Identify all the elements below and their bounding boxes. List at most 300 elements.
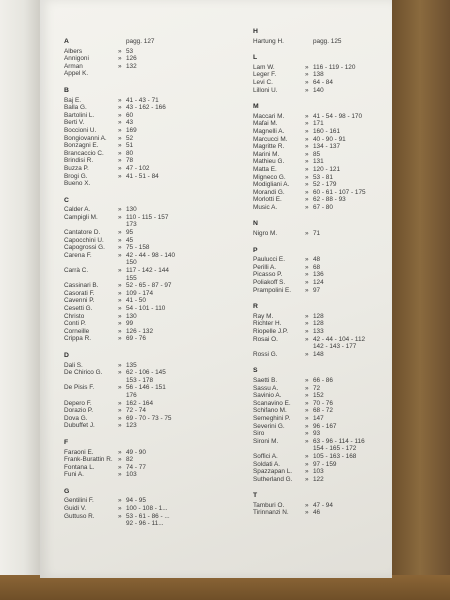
bullet-marker: » — [305, 263, 309, 271]
artist-name: Brancaccio C. — [64, 149, 104, 157]
page-numbers-continued: 154 - 165 - 172 — [313, 445, 357, 453]
artist-name: Arman — [64, 62, 83, 70]
artist-name: Guidi V. — [64, 505, 87, 513]
artist-name: Mafai M. — [253, 120, 278, 128]
index-entry — [64, 497, 224, 505]
bullet-marker: » — [118, 164, 122, 172]
artist-name: De Pisis F. — [64, 384, 95, 392]
index-entry — [64, 180, 224, 188]
artist-name: Sassu A. — [253, 384, 279, 392]
artist-name: Campigli M. — [64, 213, 98, 221]
section-letter: F — [64, 438, 69, 446]
artist-name: Music A. — [253, 203, 278, 211]
bullet-marker: » — [118, 407, 122, 415]
page-numbers: 69 - 76 — [126, 335, 146, 343]
artist-name: Dubuffet J. — [64, 422, 95, 430]
section-letter: P — [253, 246, 258, 254]
bullet-marker: » — [305, 460, 309, 468]
artist-name: De Chirico G. — [64, 369, 103, 377]
index-section-n — [253, 220, 388, 237]
artist-name: Severini G. — [253, 422, 285, 430]
artist-name: Tamburi O. — [253, 501, 285, 509]
artist-name: Cantatore D. — [64, 229, 101, 237]
page-numbers: 100 - 108 - 1... — [126, 505, 168, 513]
bullet-marker: » — [118, 456, 122, 464]
index-section-b — [64, 87, 224, 188]
artist-name: Maccari M. — [253, 112, 285, 120]
page-numbers: 116 - 119 - 120 — [313, 63, 356, 71]
artist-name: Magnelli A. — [253, 127, 285, 135]
page-numbers: 130 — [126, 206, 137, 214]
bullet-marker: » — [118, 206, 122, 214]
bullet-marker: » — [118, 320, 122, 328]
page-numbers: 74 - 77 — [126, 463, 146, 471]
page-numbers: 66 - 86 — [313, 376, 333, 384]
bullet-marker: » — [305, 271, 309, 279]
bullet-marker: » — [305, 256, 309, 264]
artist-name: Schifano M. — [253, 407, 287, 415]
bullet-marker: » — [305, 86, 309, 94]
index-section-r — [253, 303, 388, 358]
index-entry — [253, 423, 388, 431]
bullet-marker: » — [118, 463, 122, 471]
index-entry — [64, 150, 224, 158]
index-entry — [64, 157, 224, 165]
artist-name: Appel K. — [64, 70, 89, 78]
page-numbers: 120 - 121 — [313, 165, 341, 173]
page-numbers: 138 — [313, 71, 324, 79]
bullet-marker: » — [118, 244, 122, 252]
index-entry — [253, 385, 388, 393]
page-numbers: 53 - 81 — [313, 173, 333, 181]
artist-name: Bueno X. — [64, 180, 91, 188]
bullet-marker: » — [305, 320, 309, 328]
bullet-marker: » — [118, 111, 122, 119]
bullet-marker: » — [118, 384, 122, 392]
index-entry — [64, 464, 224, 472]
page-numbers: 41 - 51 - 84 — [126, 172, 159, 180]
bullet-marker: » — [305, 188, 309, 196]
artist-name: Richter H. — [253, 320, 282, 328]
index-entry — [253, 158, 388, 166]
page-numbers: 41 - 43 - 71 — [126, 96, 159, 104]
bullet-marker: » — [118, 471, 122, 479]
bullet-marker: » — [305, 181, 309, 189]
page-numbers: 70 - 76 — [313, 399, 333, 407]
index-entry — [253, 502, 388, 510]
bullet-marker: » — [118, 505, 122, 513]
bullet-marker — [118, 70, 126, 78]
index-entry — [64, 282, 224, 290]
artist-name: Rosai O. — [253, 335, 278, 343]
index-section-p — [253, 247, 388, 295]
artist-name: Matta E. — [253, 165, 277, 173]
section-letter: T — [253, 492, 258, 500]
page-numbers: pagg. 125 — [313, 37, 342, 45]
index-entry — [64, 335, 224, 343]
bullet-marker: » — [118, 448, 122, 456]
index-entry — [64, 48, 224, 56]
section-letter: R — [253, 303, 258, 311]
bullet-marker: » — [305, 392, 309, 400]
wooden-table-surface — [390, 0, 450, 600]
page-numbers: 99 — [126, 320, 134, 328]
index-entry — [253, 407, 388, 415]
artist-name: Buzza P. — [64, 164, 89, 172]
index-entry — [64, 97, 224, 105]
index-entry — [253, 204, 388, 212]
artist-name: Dorazio P. — [64, 407, 94, 415]
page-numbers: 117 - 142 - 144 — [126, 267, 169, 275]
page-numbers: 42 - 44 - 104 - 112 — [313, 335, 366, 343]
index-entry — [253, 128, 388, 136]
artist-name: Dova G. — [64, 414, 88, 422]
page-numbers: 41 - 50 — [126, 297, 146, 305]
bullet-marker: » — [305, 173, 309, 181]
index-entry — [64, 244, 224, 252]
bullet-marker: » — [118, 236, 122, 244]
bullet-marker: » — [305, 407, 309, 415]
artist-name: Dali S. — [64, 361, 83, 369]
page-numbers: 53 — [126, 47, 134, 55]
bullet-marker — [118, 180, 126, 188]
artist-name: Carrà C. — [64, 267, 89, 275]
page-numbers: 126 - 132 — [126, 327, 154, 335]
index-entry — [64, 362, 224, 370]
page-numbers: 134 - 137 — [313, 143, 341, 151]
index-section-h — [253, 28, 388, 45]
page-numbers: 72 — [313, 384, 321, 392]
section-letter: H — [253, 28, 258, 35]
artist-name: Semeghini P. — [253, 414, 291, 422]
index-entry — [253, 71, 388, 79]
section-letter: M — [253, 103, 259, 111]
artist-name: Riopelle J.P. — [253, 328, 289, 335]
artist-name: Morlotti E. — [253, 196, 282, 204]
index-entry — [253, 113, 388, 121]
index-entry — [253, 256, 388, 264]
page-numbers: 128 — [313, 312, 324, 320]
artist-name: Mathieu G. — [253, 158, 285, 166]
artist-name: Soffici A. — [253, 452, 278, 460]
bullet-marker: » — [118, 55, 122, 63]
page-numbers: 60 - 61 - 107 - 175 — [313, 188, 366, 196]
artist-name: Soldati A. — [253, 460, 281, 468]
page-numbers: 123 — [126, 422, 137, 430]
index-entry — [253, 264, 388, 272]
index-entry — [64, 127, 224, 135]
index-entry — [253, 79, 388, 87]
page-numbers: 40 - 90 - 91 — [313, 135, 346, 143]
page-numbers: 152 — [313, 392, 324, 400]
page-numbers: 128 — [313, 320, 324, 328]
page-numbers: 52 - 65 - 87 - 97 — [126, 282, 172, 290]
index-entry — [253, 174, 388, 182]
artist-name: Frank-Burattin R. — [64, 456, 113, 464]
artist-name: Bartolini L. — [64, 111, 95, 119]
artist-name: Savinio A. — [253, 392, 282, 400]
bullet-marker: » — [305, 399, 309, 407]
bullet-marker: » — [118, 312, 122, 320]
index-entry — [253, 271, 388, 279]
page-numbers: 56 - 146 - 151 — [126, 384, 166, 392]
bullet-marker: » — [305, 430, 309, 438]
page-numbers: 103 — [126, 471, 137, 479]
index-entry — [64, 328, 224, 336]
page-numbers: 109 - 174 — [126, 289, 154, 297]
bullet-marker: » — [305, 165, 309, 173]
bullet-marker: » — [118, 126, 122, 134]
artist-name: Calder A. — [64, 206, 91, 214]
index-entry — [253, 328, 388, 336]
page-numbers: 124 — [313, 279, 324, 287]
section-header-pages: pagg. 127 — [126, 38, 155, 45]
bullet-marker: » — [118, 497, 122, 505]
bullet-marker: » — [305, 196, 309, 204]
index-section-d — [64, 352, 224, 430]
page-numbers: 97 - 159 — [313, 460, 337, 468]
page-numbers: 63 - 96 - 114 - 116 — [313, 437, 365, 445]
artist-name: Perilli A. — [253, 263, 277, 271]
index-entry — [64, 104, 224, 112]
page-numbers: 122 — [313, 475, 324, 483]
index-entry — [253, 189, 388, 197]
artist-name: Prampolini E. — [253, 286, 292, 294]
artist-name: Marcucci M. — [253, 135, 288, 143]
index-entry — [64, 297, 224, 305]
artist-name: Gentilini F. — [64, 497, 94, 505]
index-entry — [253, 415, 388, 423]
bullet-marker: » — [118, 414, 122, 422]
artist-name: Magritte R. — [253, 143, 285, 151]
index-entry — [253, 320, 388, 328]
page-numbers: 54 - 101 - 110 — [126, 305, 166, 312]
bullet-marker: » — [305, 71, 309, 79]
artist-name: Boccioni U. — [64, 126, 97, 134]
page-numbers: 51 — [126, 142, 134, 150]
bullet-marker: » — [118, 157, 122, 165]
index-entry — [64, 55, 224, 63]
page-numbers: 96 - 167 — [313, 422, 337, 430]
artist-name: Balla G. — [64, 104, 87, 112]
artist-name: Lilloni U. — [253, 86, 278, 94]
page-numbers: 47 - 102 — [126, 164, 150, 172]
bullet-marker: » — [118, 104, 122, 112]
page-numbers: 43 — [126, 119, 134, 127]
page-numbers: 62 - 88 - 93 — [313, 196, 346, 204]
index-entry — [64, 400, 224, 408]
artist-name: Hartung H. — [253, 37, 284, 45]
index-entry — [64, 407, 224, 415]
wooden-table-edge — [0, 575, 450, 600]
bullet-marker: » — [305, 468, 309, 476]
index-entry — [253, 400, 388, 408]
index-entry — [253, 430, 388, 438]
index-entry — [253, 196, 388, 204]
artist-name: Cavenni P. — [64, 297, 95, 305]
index-entry — [64, 320, 224, 328]
page-numbers: 69 - 70 - 73 - 75 — [126, 414, 172, 422]
bullet-marker: » — [118, 213, 122, 221]
bullet-marker: » — [305, 63, 309, 71]
artist-name: Poliakoff S. — [253, 279, 286, 287]
page-numbers: 49 - 90 — [126, 448, 146, 456]
index-entry — [253, 120, 388, 128]
index-entry — [64, 165, 224, 173]
index-entry — [253, 181, 388, 189]
artist-name: Siro — [253, 430, 265, 438]
page-numbers: 80 — [126, 149, 134, 157]
artist-name: Leger F. — [253, 71, 277, 79]
index-entry — [253, 166, 388, 174]
page-numbers: 47 - 94 — [313, 501, 333, 509]
artist-name: Cesetti G. — [64, 305, 93, 312]
page-numbers: 93 — [313, 430, 321, 438]
index-entry — [64, 142, 224, 150]
index-entry — [253, 151, 388, 159]
bullet-marker: » — [305, 286, 309, 294]
index-entry — [64, 513, 224, 521]
page-numbers-continued: 150 — [126, 259, 137, 267]
index-entry — [64, 384, 224, 392]
bullet-marker: » — [118, 172, 122, 180]
page-numbers: 132 — [126, 62, 137, 70]
index-entry — [253, 87, 388, 95]
page-numbers: 45 — [126, 236, 134, 244]
section-letter: L — [253, 54, 258, 62]
page-numbers: 131 — [313, 158, 324, 166]
page-numbers: 68 - 72 — [313, 407, 333, 415]
bullet-marker: » — [305, 335, 309, 343]
artist-name: Brindisi R. — [64, 157, 94, 165]
index-entry — [64, 237, 224, 245]
page-numbers-continued: 153 - 178 — [126, 376, 154, 384]
index-entry — [253, 476, 388, 484]
bullet-marker: » — [118, 142, 122, 150]
bullet-marker: » — [118, 289, 122, 297]
section-letter: G — [64, 487, 70, 495]
page-numbers: 72 - 74 — [126, 407, 146, 415]
page-numbers: 126 — [126, 55, 137, 63]
bullet-marker: » — [305, 127, 309, 135]
page-numbers: 135 — [126, 361, 137, 369]
page-numbers: 148 — [313, 350, 324, 358]
index-entry — [64, 70, 224, 78]
index-entry — [253, 279, 388, 287]
artist-name: Casorati F. — [64, 289, 95, 297]
artist-name: Scanavino E. — [253, 399, 291, 407]
page-numbers: 162 - 164 — [126, 399, 154, 407]
page-numbers: 48 — [313, 256, 321, 264]
page-numbers: 105 - 163 - 168 — [313, 452, 357, 460]
page-numbers-continued: 142 - 143 - 177 — [313, 343, 357, 351]
page-numbers: 130 — [126, 312, 137, 320]
artist-name: Annigoni — [64, 55, 89, 63]
index-entry — [253, 461, 388, 469]
artist-name: Brogi G. — [64, 172, 88, 180]
bullet-marker: » — [118, 297, 122, 305]
bullet-marker: » — [305, 230, 309, 238]
page-numbers: 53 - 61 - 86 - ... — [126, 512, 170, 520]
page-numbers: 133 — [313, 328, 324, 335]
artist-name: Bonzagni E. — [64, 142, 99, 150]
bullet-marker: » — [305, 384, 309, 392]
index-entry — [64, 173, 224, 181]
page-numbers-continued: 176 — [126, 391, 137, 399]
index-entry — [253, 230, 388, 238]
index-entry — [64, 135, 224, 143]
index-page — [40, 0, 392, 578]
page-numbers: 82 — [126, 456, 134, 464]
artist-name: Modigliani A. — [253, 181, 290, 189]
section-letter: N — [253, 220, 258, 228]
page-numbers-continued: 92 - 96 - 11... — [126, 520, 164, 528]
artist-name: Paulucci E. — [253, 256, 285, 264]
artist-name: Rossi G. — [253, 350, 278, 358]
artist-name: Berti V. — [64, 119, 85, 127]
bullet-marker: » — [118, 149, 122, 157]
artist-name: Sironi M. — [253, 437, 279, 445]
bullet-marker: » — [305, 509, 309, 517]
bullet-marker: » — [118, 134, 122, 142]
artist-name: Christo — [64, 312, 85, 320]
section-letter: S — [253, 367, 258, 375]
index-section-t — [253, 492, 388, 517]
bullet-marker: » — [305, 135, 309, 143]
bullet-marker: » — [118, 399, 122, 407]
index-entry — [64, 313, 224, 321]
index-section-a — [64, 38, 224, 78]
bullet-marker: » — [305, 350, 309, 358]
index-entry — [64, 471, 224, 479]
page-numbers: 169 — [126, 126, 137, 134]
index-section-g — [64, 488, 224, 528]
artist-name: Marini M. — [253, 150, 280, 158]
artist-name: Depero F. — [64, 399, 92, 407]
artist-name: Migneco G. — [253, 173, 286, 181]
index-entry — [64, 119, 224, 127]
bullet-marker — [305, 38, 313, 46]
bullet-marker: » — [305, 143, 309, 151]
page-numbers: 60 — [126, 111, 134, 119]
page-numbers: 160 - 161 — [313, 127, 341, 135]
artist-name: Crippa R. — [64, 335, 91, 343]
bullet-marker: » — [305, 501, 309, 509]
artist-name: Capogrossi G. — [64, 244, 105, 252]
page-numbers-continued: 173 — [126, 221, 137, 229]
index-entry — [64, 369, 224, 377]
index-entry — [253, 351, 388, 359]
page-numbers: 41 - 54 - 98 - 170 — [313, 112, 363, 120]
index-entry — [64, 112, 224, 120]
index-entry — [64, 63, 224, 71]
index-entry — [64, 415, 224, 423]
bullet-marker: » — [118, 335, 122, 343]
artist-name: Lam W. — [253, 63, 275, 71]
bullet-marker: » — [118, 512, 122, 520]
page-numbers: 62 - 106 - 145 — [126, 369, 166, 377]
artist-name: Bongiovanni A. — [64, 134, 107, 142]
index-entry — [64, 449, 224, 457]
index-entry — [64, 267, 224, 275]
index-column-left — [64, 38, 224, 537]
page-numbers-continued: 155 — [126, 274, 137, 282]
page-numbers: 42 - 44 - 98 - 140 — [126, 251, 176, 259]
bullet-marker: » — [118, 267, 122, 275]
index-entry — [253, 377, 388, 385]
bullet-marker: » — [118, 119, 122, 127]
artist-name: Spazzapan L. — [253, 468, 293, 476]
